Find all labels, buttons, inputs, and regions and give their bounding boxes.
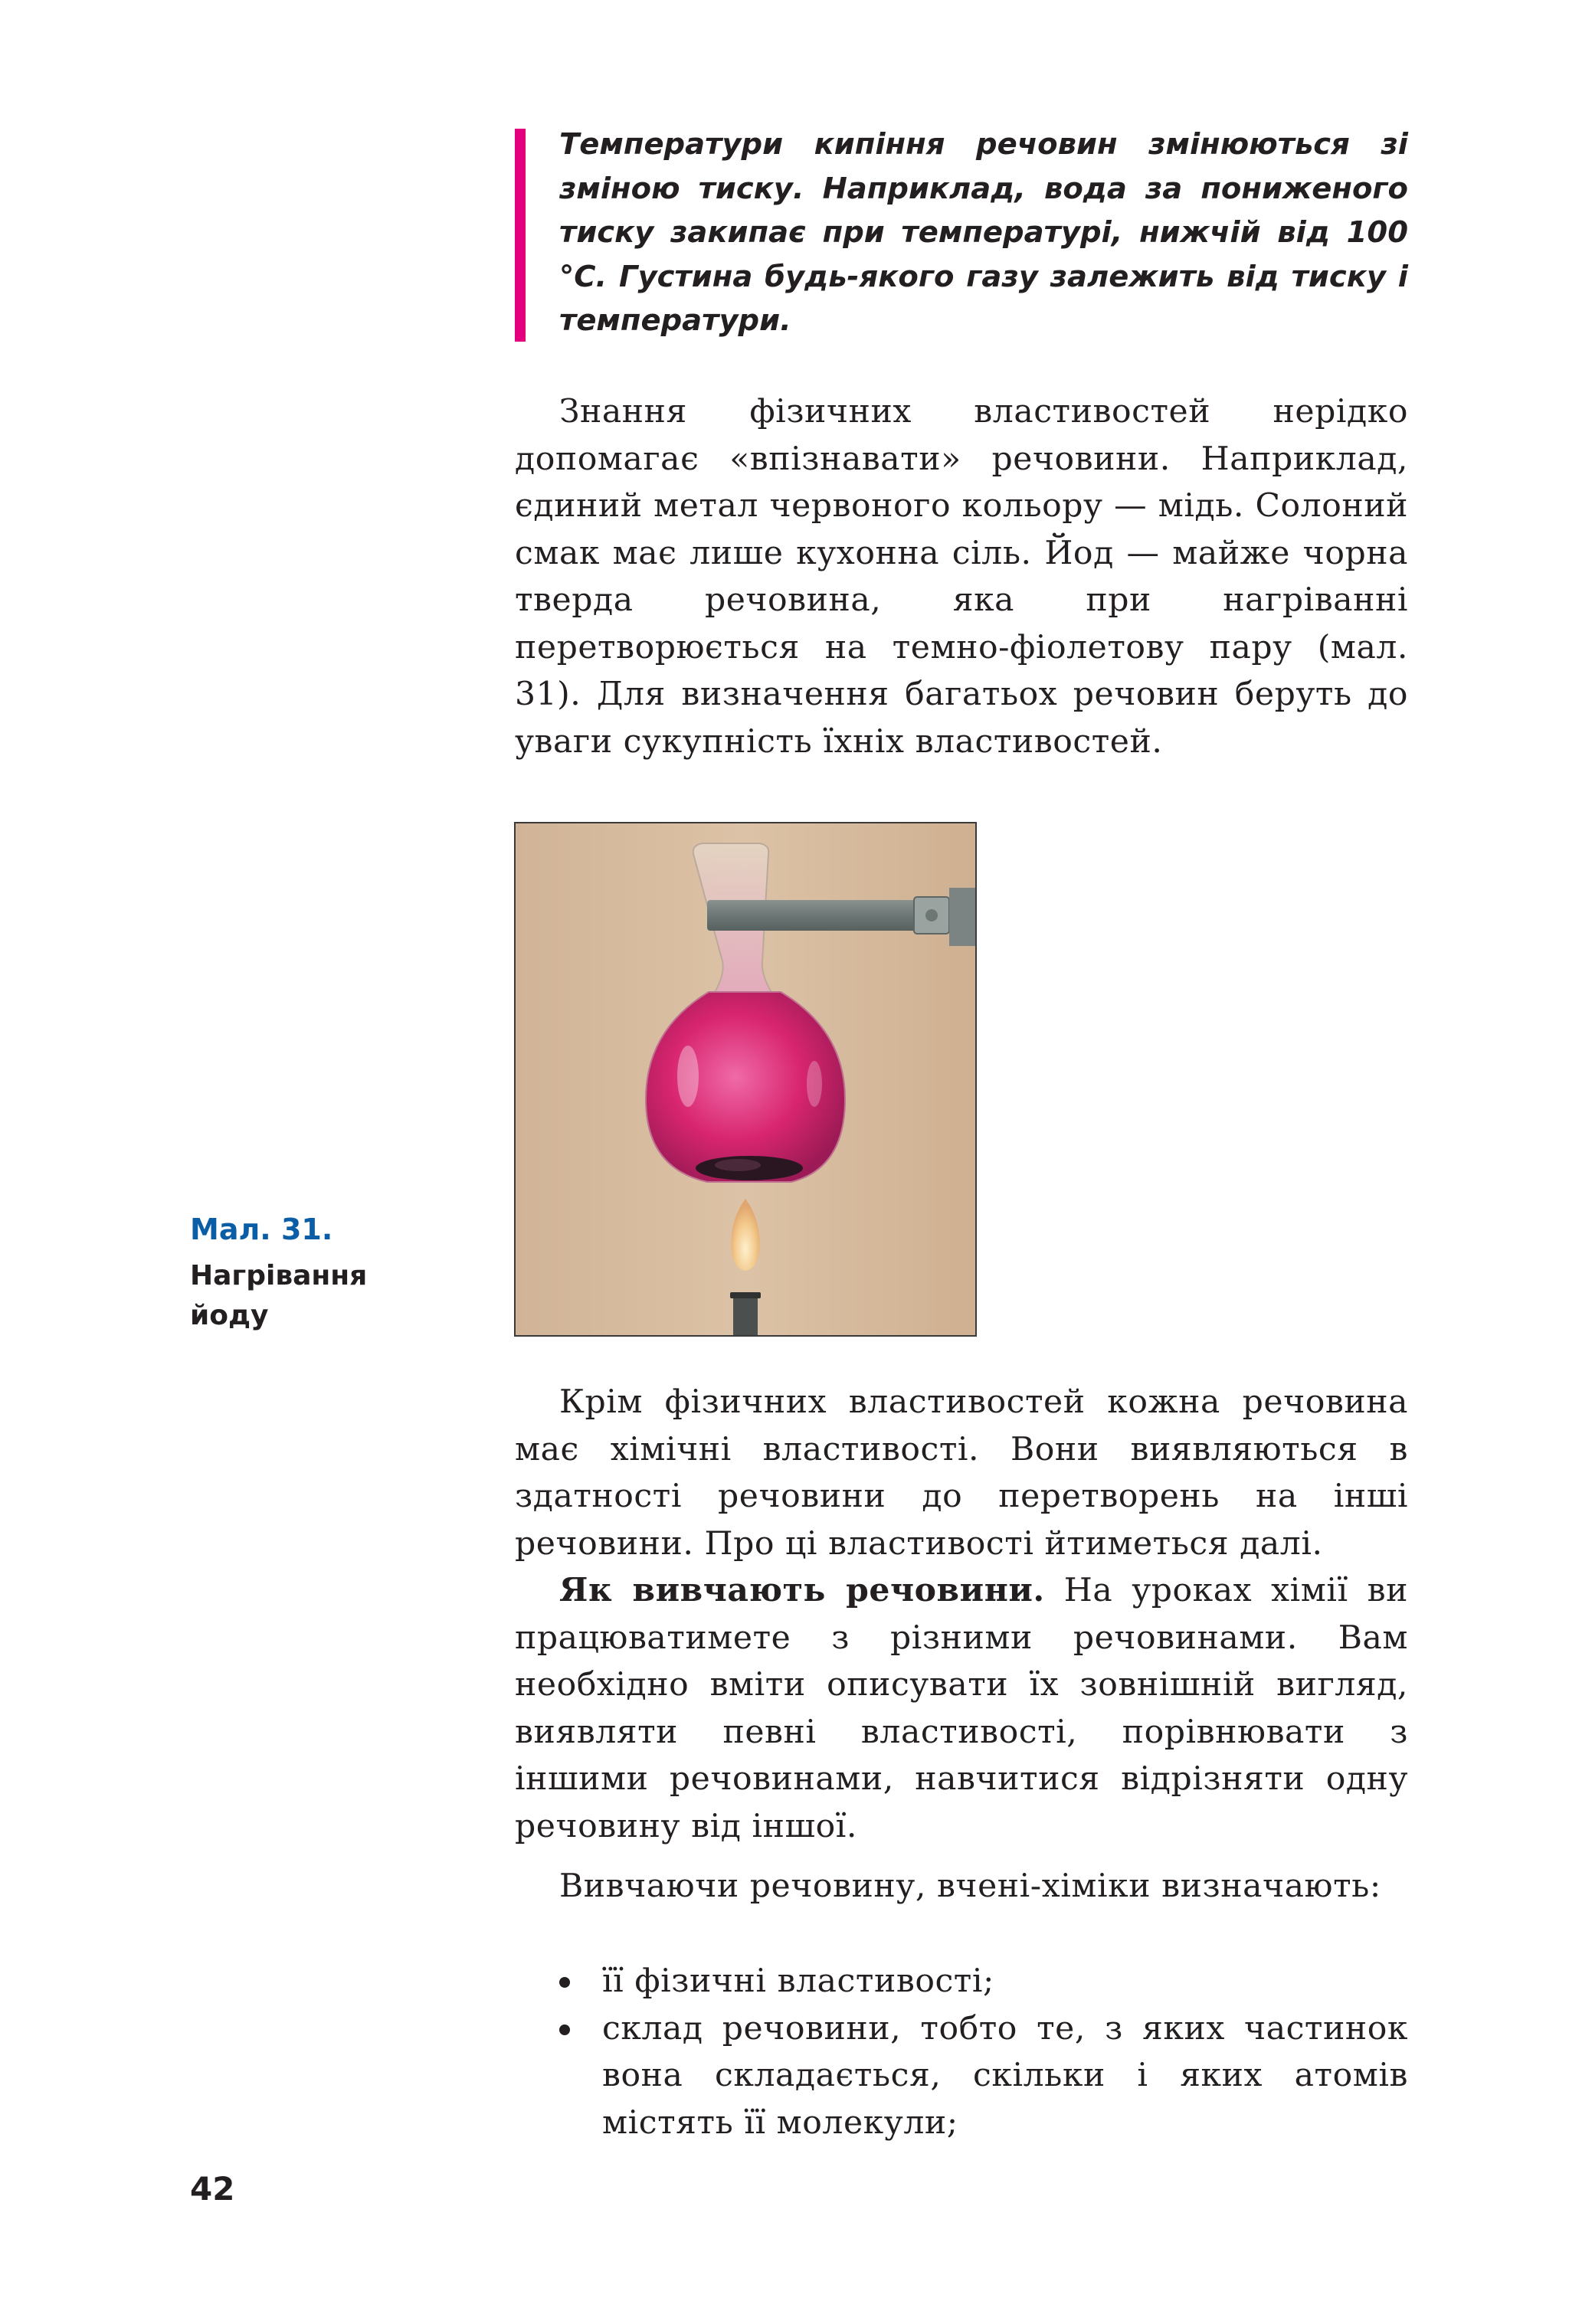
paragraph-how-to-study-text: На уроках хімії ви працюватимете з різними речовинами. Вам необхідно вміти описувати їх зовнішній вигляд, виявляти певні властивості, порівнювати з іншими речовинами, навчитися відрізняти одну речовину від іншої. — [515, 1572, 1408, 1845]
list-item-text: її фізичні властивості; — [602, 1962, 994, 2000]
bullet-list — [515, 1958, 1408, 2146]
paragraph-how-to-study — [515, 1567, 1408, 1850]
burner-top — [730, 1292, 761, 1298]
figure-caption-number: Мал. 31. — [190, 1213, 333, 1246]
glass-highlight — [677, 1046, 699, 1107]
callout-text: Температури кипіння речовин змінюються зі зміною тиску. Наприклад, вода за пониженого тиску закипає при температурі, нижчій від 100 °С. Густина будь-якого газу залежить від тиску і температури. — [559, 127, 1408, 338]
paragraph-lead-heading: Як вивчають речовини. — [559, 1571, 1045, 1609]
paragraph-chemical-properties: Крім фізичних властивостей кожна речовина має хімічні властивості. Вони виявляються в здатності речовини до перетворень на інші речовини. Про ці властивості йтиметься далі. — [515, 1383, 1408, 1563]
page-number: 42 — [190, 2170, 235, 2208]
glass-highlight — [807, 1061, 822, 1107]
figure-caption-text: Нагрівання йоду — [190, 1260, 368, 1331]
bullet-dot — [559, 1977, 570, 1988]
burner-tube — [733, 1295, 758, 1335]
note-callout — [515, 123, 1408, 343]
callout-accent-bar — [515, 129, 526, 342]
paragraph-physical-properties: Знання фізичних властивостей нерідко допомагає «впізнавати» речовини. Наприклад, єдиний метал червоного кольору — мідь. Солоний смак має лише кухонна сіль. Йод — майже чорна тверда речовина, яка при нагріванні перетворюється на темно-фіолетову пару (мал. 31). Для визначення багатьох речовин беруть до уваги сукупність їхніх властивостей. — [515, 393, 1408, 761]
figure-iodine-heating — [514, 822, 977, 1337]
iodine-crystals-highlight — [715, 1159, 761, 1171]
clamp-screw-head — [925, 909, 938, 921]
bullet-dot — [559, 2024, 570, 2035]
list-item — [515, 2005, 1408, 2147]
list-item — [515, 1958, 1408, 2005]
clamp-holder — [949, 888, 975, 946]
paragraph-scientists-determine: Вивчаючи речовину, вчені-хіміки визначають: — [559, 1867, 1381, 1905]
list-item-text: склад речовини, тобто те, з яких частинок вона складається, скільки і яких атомів містять її молекули; — [602, 2009, 1408, 2142]
flask-illustration — [516, 823, 975, 1335]
